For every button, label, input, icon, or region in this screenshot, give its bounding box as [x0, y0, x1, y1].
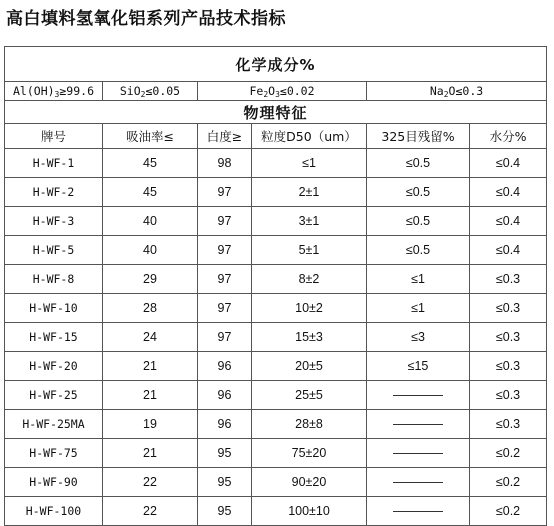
cell-moisture: ≤0.3 [470, 410, 547, 439]
cell-sieve-residue: ≤0.5 [367, 178, 470, 207]
cell-grade: H-WF-10 [5, 294, 103, 323]
cell-whiteness: 97 [198, 294, 252, 323]
cell-whiteness: 95 [198, 439, 252, 468]
physical-heading-row [5, 101, 547, 124]
cell-oil-absorption: 29 [103, 265, 198, 294]
table-row [5, 236, 547, 265]
cell-sieve-residue: ———— [367, 381, 470, 410]
cell-oil-absorption: 45 [103, 149, 198, 178]
cell-sieve-residue: ———— [367, 439, 470, 468]
table-row [5, 352, 547, 381]
chem-formula: Na [429, 83, 444, 98]
table-row [5, 323, 547, 352]
chemical-heading: 化学成分% [5, 47, 547, 82]
cell-moisture: ≤0.3 [470, 323, 547, 352]
cell-sieve-residue: ≤0.5 [367, 149, 470, 178]
cell-oil-absorption: 22 [103, 468, 198, 497]
cell-whiteness: 96 [198, 381, 252, 410]
chem-formula: Al(OH) [13, 83, 55, 98]
cell-particle-size: 2±1 [252, 178, 367, 207]
chem-formula: SiO [119, 83, 141, 98]
table-row [5, 497, 547, 526]
cell-oil-absorption: 28 [103, 294, 198, 323]
chemical-heading-row [5, 47, 547, 82]
cell-whiteness: 97 [198, 265, 252, 294]
cell-moisture: ≤0.2 [470, 468, 547, 497]
cell-moisture: ≤0.4 [470, 236, 547, 265]
chem-subscript: 3 [54, 89, 60, 99]
cell-whiteness: 97 [198, 323, 252, 352]
col-header-particle-size: 粒度D50（um） [252, 124, 367, 149]
cell-moisture: ≤0.2 [470, 497, 547, 526]
cell-whiteness: 98 [198, 149, 252, 178]
chem-formula: Fe [249, 83, 264, 98]
cell-grade: H-WF-2 [5, 178, 103, 207]
cell-oil-absorption: 40 [103, 236, 198, 265]
chem-value: ≤0.02 [279, 83, 315, 98]
cell-grade: H-WF-25 [5, 381, 103, 410]
col-header-moisture: 水分% [470, 124, 547, 149]
cell-grade: H-WF-75 [5, 439, 103, 468]
table-row [5, 468, 547, 497]
cell-grade: H-WF-3 [5, 207, 103, 236]
cell-moisture: ≤0.4 [470, 207, 547, 236]
cell-particle-size: 20±5 [252, 352, 367, 381]
chem-item-na2o [367, 82, 547, 101]
cell-oil-absorption: 40 [103, 207, 198, 236]
cell-oil-absorption: 21 [103, 352, 198, 381]
cell-sieve-residue: ———— [367, 468, 470, 497]
chemical-values-row [5, 82, 547, 101]
physical-heading: 物理特征 [5, 101, 547, 124]
cell-grade: H-WF-5 [5, 236, 103, 265]
cell-oil-absorption: 21 [103, 439, 198, 468]
table-row [5, 381, 547, 410]
chem-item-fe2o3 [198, 82, 367, 101]
cell-moisture: ≤0.3 [470, 265, 547, 294]
cell-whiteness: 96 [198, 352, 252, 381]
cell-sieve-residue: ———— [367, 410, 470, 439]
chem-subscript: 3 [275, 89, 280, 99]
chem-formula-part: O [268, 83, 276, 98]
chem-subscript: 2 [443, 89, 449, 99]
table-row [5, 439, 547, 468]
col-header-sieve-residue: 325目残留% [367, 124, 470, 149]
cell-particle-size: 15±3 [252, 323, 367, 352]
cell-grade: H-WF-90 [5, 468, 103, 497]
cell-moisture: ≤0.3 [470, 352, 547, 381]
cell-particle-size: 75±20 [252, 439, 367, 468]
spec-table-body [5, 47, 547, 526]
cell-particle-size: 10±2 [252, 294, 367, 323]
cell-particle-size: 90±20 [252, 468, 367, 497]
chem-item-sio2 [103, 82, 198, 101]
cell-grade: H-WF-100 [5, 497, 103, 526]
cell-oil-absorption: 21 [103, 381, 198, 410]
col-header-whiteness: 白度≥ [198, 124, 252, 149]
cell-whiteness: 97 [198, 236, 252, 265]
table-row [5, 178, 547, 207]
cell-particle-size: 25±5 [252, 381, 367, 410]
cell-oil-absorption: 19 [103, 410, 198, 439]
cell-grade: H-WF-1 [5, 149, 103, 178]
table-row [5, 294, 547, 323]
chem-subscript: 2 [140, 89, 146, 99]
cell-particle-size: 8±2 [252, 265, 367, 294]
cell-whiteness: 95 [198, 468, 252, 497]
cell-particle-size: 28±8 [252, 410, 367, 439]
cell-oil-absorption: 22 [103, 497, 198, 526]
cell-whiteness: 95 [198, 497, 252, 526]
cell-moisture: ≤0.2 [470, 439, 547, 468]
cell-sieve-residue: ≤1 [367, 265, 470, 294]
table-row [5, 265, 547, 294]
chem-item-al-oh3 [5, 82, 103, 101]
cell-grade: H-WF-25MA [5, 410, 103, 439]
cell-sieve-residue: ≤0.5 [367, 207, 470, 236]
cell-whiteness: 96 [198, 410, 252, 439]
col-header-oil-absorption: 吸油率≤ [103, 124, 198, 149]
cell-sieve-residue: ≤1 [367, 294, 470, 323]
chem-value: ≤0.3 [455, 83, 484, 98]
chem-value: ≤0.05 [145, 83, 181, 98]
cell-sieve-residue: ≤3 [367, 323, 470, 352]
cell-grade: H-WF-20 [5, 352, 103, 381]
cell-oil-absorption: 24 [103, 323, 198, 352]
cell-grade: H-WF-15 [5, 323, 103, 352]
cell-sieve-residue: ———— [367, 497, 470, 526]
cell-moisture: ≤0.4 [470, 178, 547, 207]
column-header-row [5, 124, 547, 149]
cell-moisture: ≤0.3 [470, 381, 547, 410]
spec-table [4, 46, 547, 526]
cell-whiteness: 97 [198, 178, 252, 207]
chem-value: ≥99.6 [59, 83, 94, 98]
cell-particle-size: 3±1 [252, 207, 367, 236]
cell-moisture: ≤0.4 [470, 149, 547, 178]
cell-grade: H-WF-8 [5, 265, 103, 294]
cell-sieve-residue: ≤0.5 [367, 236, 470, 265]
cell-particle-size: 100±10 [252, 497, 367, 526]
cell-particle-size: ≤1 [252, 149, 367, 178]
cell-whiteness: 97 [198, 207, 252, 236]
table-row [5, 149, 547, 178]
cell-oil-absorption: 45 [103, 178, 198, 207]
col-header-grade: 牌号 [5, 124, 103, 149]
cell-particle-size: 5±1 [252, 236, 367, 265]
chem-subscript: 2 [263, 89, 269, 99]
table-row [5, 410, 547, 439]
cell-moisture: ≤0.3 [470, 294, 547, 323]
document-title: 高白填料氢氧化铝系列产品技术指标 [6, 9, 286, 29]
spec-sheet [4, 46, 546, 526]
cell-sieve-residue: ≤15 [367, 352, 470, 381]
chem-formula-part: O [448, 83, 456, 98]
table-row [5, 207, 547, 236]
